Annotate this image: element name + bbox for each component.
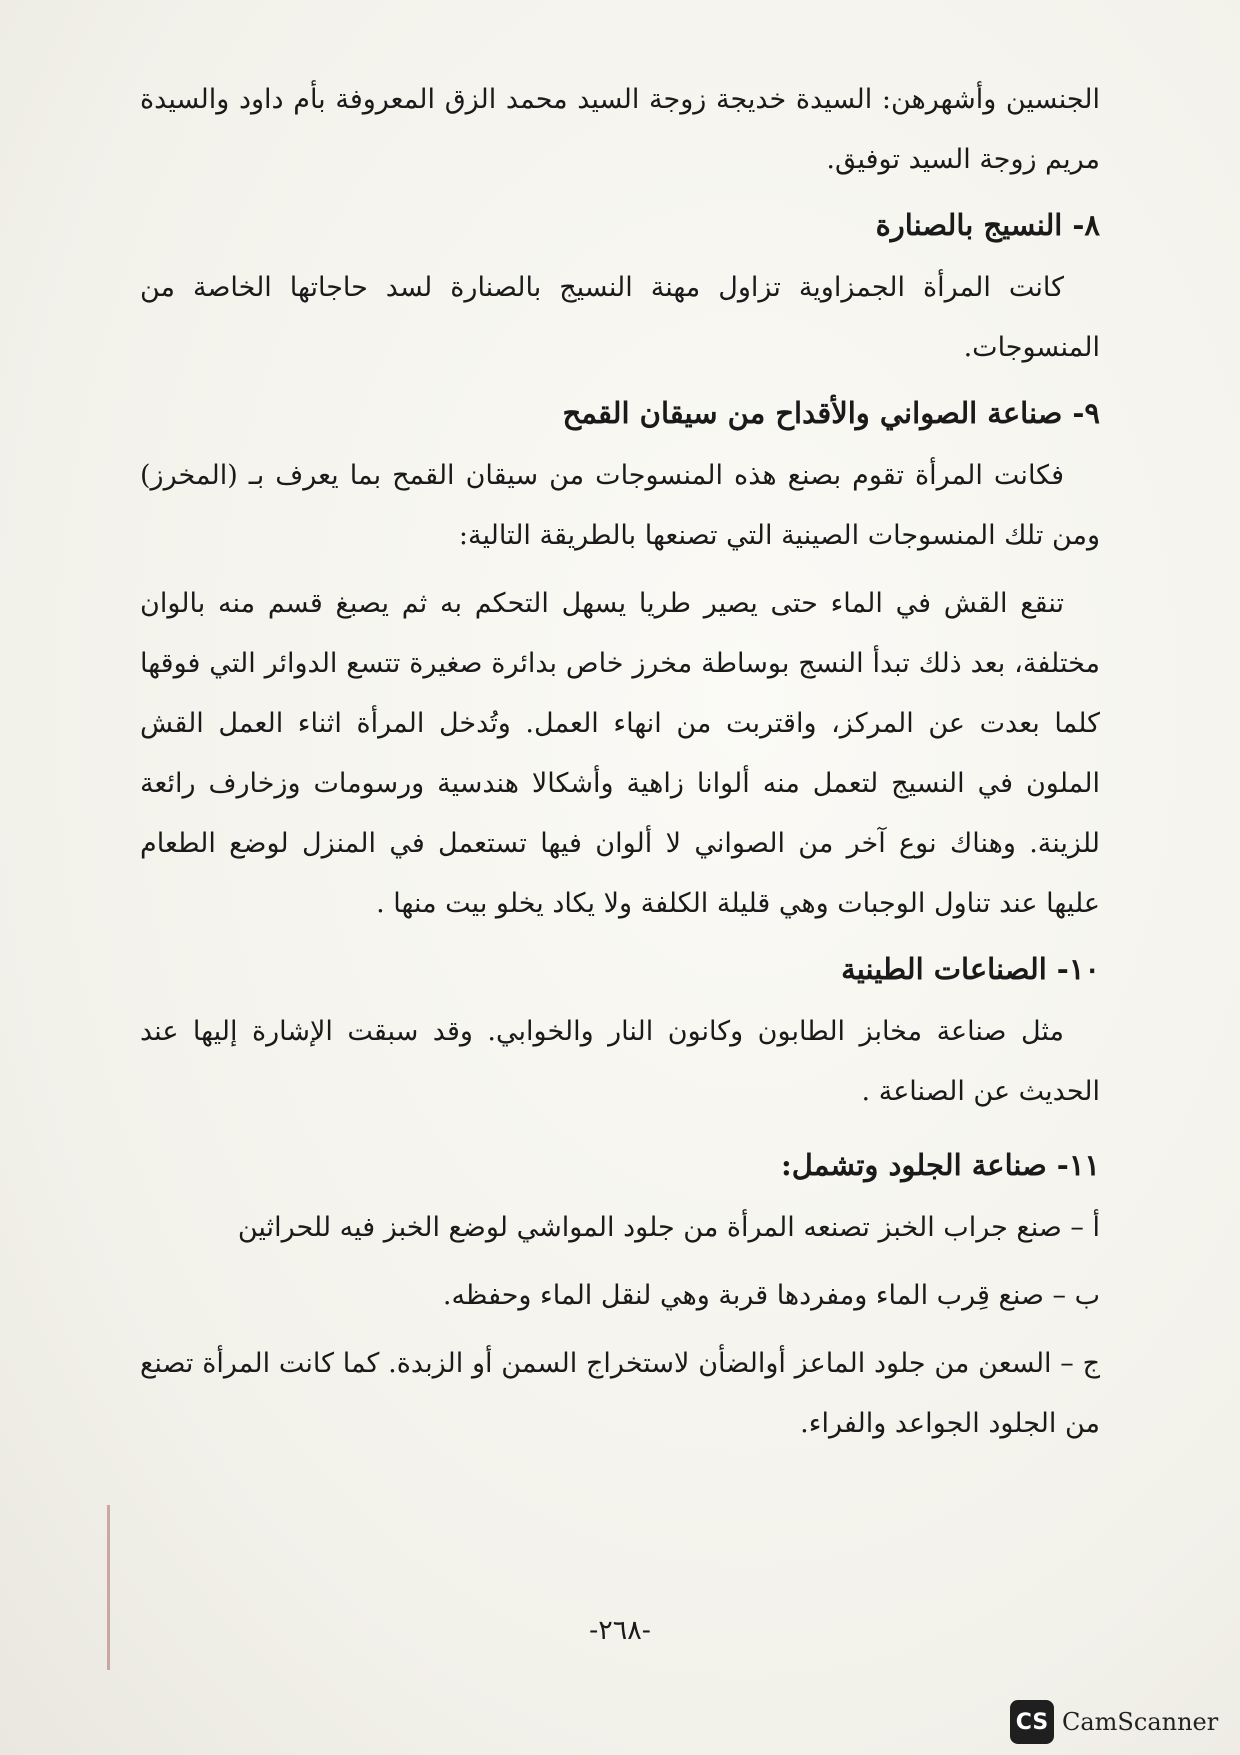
section-heading-10	[140, 940, 1100, 998]
list-item-b: ب – صنع قِرب الماء ومفردها قربة وهي لنقل الماء وحفظه.	[442, 1280, 1100, 1311]
list-item-a: أ – صنع جراب الخبز تصنعه المرأة من جلود المواشي لوضع الخبز فيه للحراثين	[237, 1212, 1100, 1243]
document-body	[140, 70, 1100, 1454]
section-number: ١١-	[1056, 1148, 1100, 1182]
section-number: ٨-	[1072, 208, 1100, 242]
section-title: النسيج بالصنارة	[875, 208, 1063, 242]
section-number: ١٠-	[1056, 952, 1100, 986]
section-heading-11	[140, 1136, 1100, 1194]
paragraph-trays-method: تنقع القش في الماء حتى يصير طريا يسهل التحكم به ثم يصبغ قسم منه بالوان مختلفة، بعد ذلك تبدأ النسج بوساطة مخرز خاص بدائرة صغيرة تتسع الدوائر التي فوقها كلما بعدت عن المركز، واقتربت من انهاء العمل. وتُدخل المرأة اثناء العمل القش الملون في النسيج لتعمل منه ألوانا زاهية وأشكالا هندسية ورسومات وزخارف رائعة للزينة. وهناك نوع آخر من الصواني لا ألوان فيها تستعمل في المنزل لوضع الطعام عليها عند تناول الوجبات وهي قليلة الكلفة ولا يكاد يخلو بيت منها .	[140, 588, 1100, 919]
page-number: -٢٦٨-	[589, 1615, 651, 1646]
camscanner-logo-icon: CS	[1010, 1700, 1054, 1744]
paragraph-weaving: كانت المرأة الجمزاوية تزاول مهنة النسيج بالصنارة لسد حاجاتها الخاصة من المنسوجات.	[140, 272, 1100, 363]
section-number: ٩-	[1072, 396, 1100, 430]
section-heading-9	[140, 384, 1100, 442]
section-title: صناعة الجلود وتشمل:	[781, 1148, 1047, 1182]
section-title: الصناعات الطينية	[841, 952, 1047, 986]
camscanner-watermark	[1010, 1700, 1218, 1744]
section-heading-8	[140, 196, 1100, 254]
paragraph-intro: الجنسين وأشهرهن: السيدة خديجة زوجة السيد محمد الزق المعروفة بأم داود والسيدة مريم زوجة السيد توفيق.	[140, 84, 1100, 175]
list-item-c: ج – السعن من جلود الماعز أوالضأن لاستخراج السمن أو الزبدة. كما كانت المرأة تصنع من الجلود الجواعد والفراء.	[140, 1348, 1100, 1439]
paragraph-clay: مثل صناعة مخابز الطابون وكانون النار والخوابي. وقد سبقت الإشارة إليها عند الحديث عن الصناعة .	[140, 1016, 1100, 1107]
paragraph-trays-intro: فكانت المرأة تقوم بصنع هذه المنسوجات من سيقان القمح بما يعرف بـ (المخرز) ومن تلك المنسوجات الصينية التي تصنعها بالطريقة التالية:	[140, 460, 1100, 551]
watermark-text: CamScanner	[1062, 1708, 1219, 1736]
section-title: صناعة الصواني والأقداح من سيقان القمح	[562, 396, 1063, 430]
